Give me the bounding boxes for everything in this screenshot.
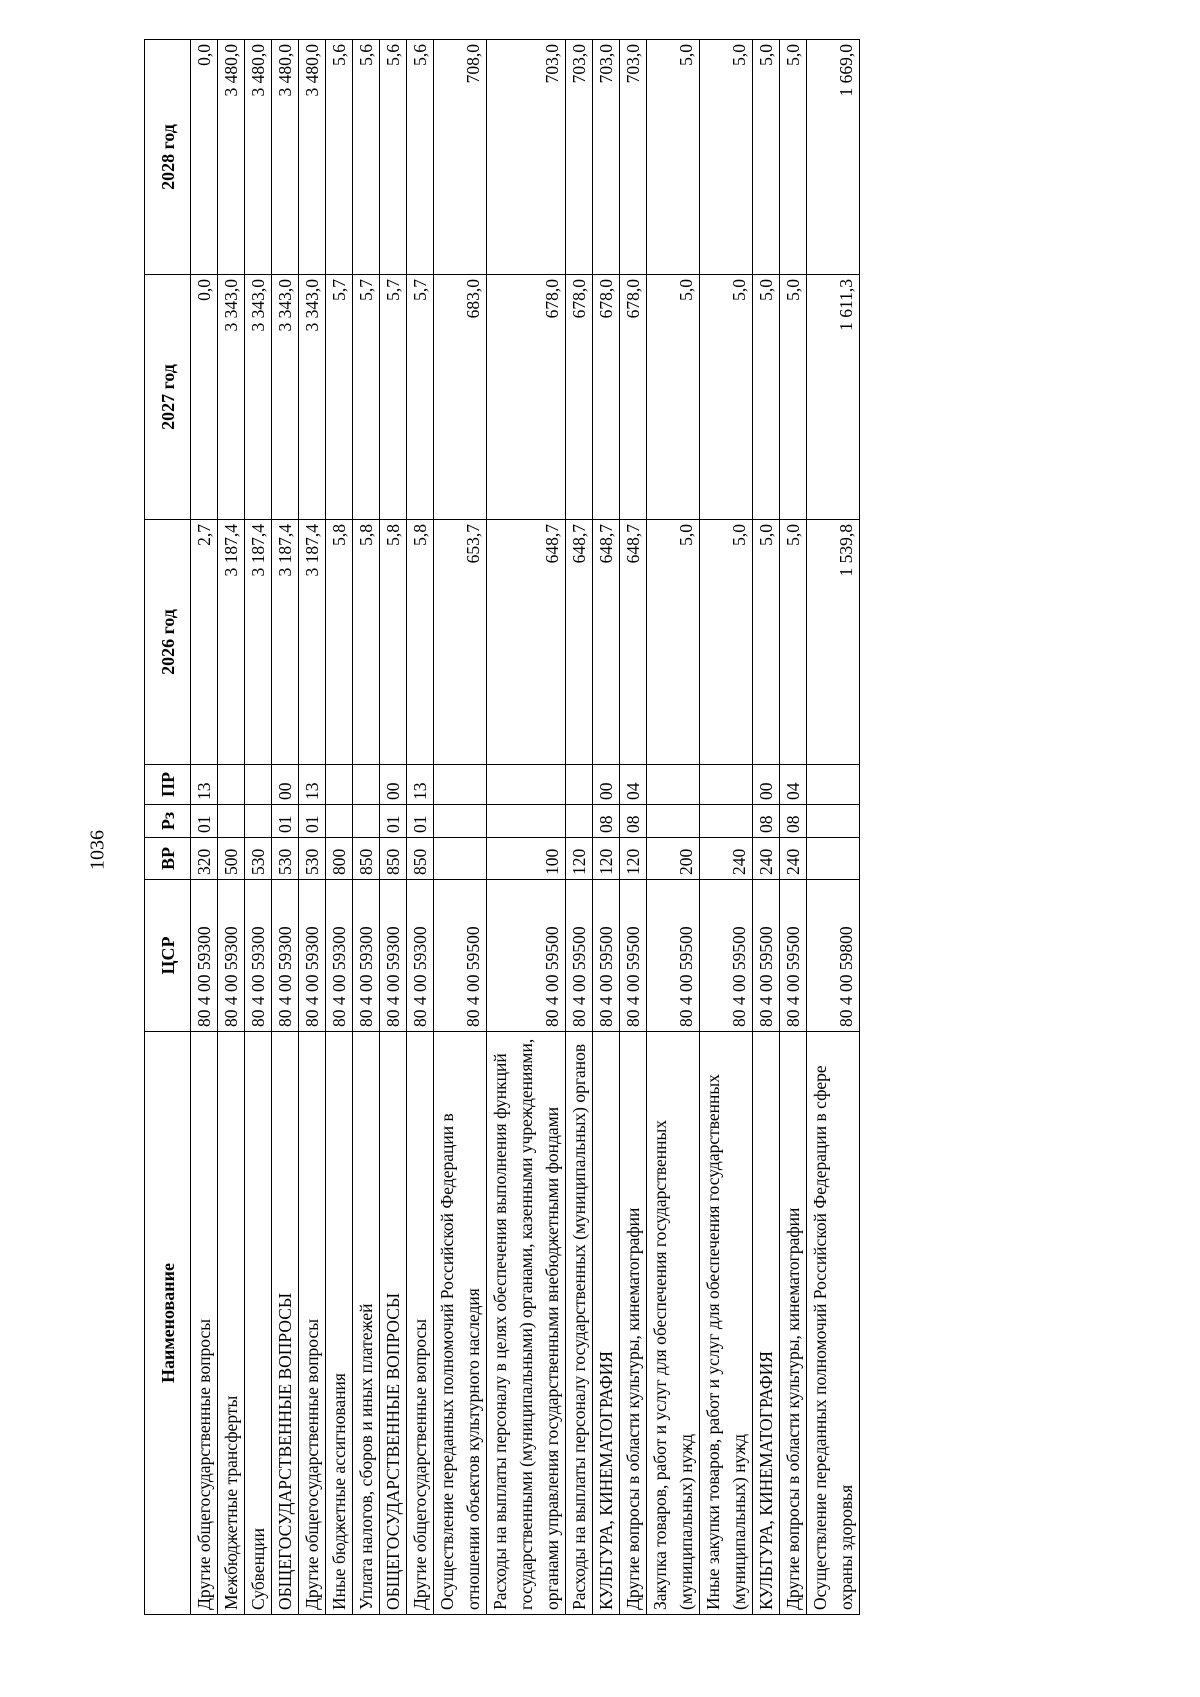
cell-pr <box>487 765 566 805</box>
cell-pr <box>566 765 593 805</box>
cell-pr: 13 <box>407 765 434 805</box>
cell-rz <box>487 805 566 838</box>
cell-2027: 683,0 <box>434 275 487 520</box>
table-row <box>620 40 647 1615</box>
cell-pr: 00 <box>272 765 299 805</box>
cell-name: Расходы на выплаты персоналу государственных (муниципальных) органов <box>566 1032 593 1615</box>
cell-pr <box>807 765 860 805</box>
header-pr: ПР <box>145 765 191 805</box>
cell-pr: 04 <box>620 765 647 805</box>
cell-name: ОБЩЕГОСУДАРСТВЕННЫЕ ВОПРОСЫ <box>272 1032 299 1615</box>
cell-2027: 0,0 <box>191 275 218 520</box>
cell-csr: 80 4 00 59300 <box>191 880 218 1032</box>
cell-pr: 00 <box>380 765 407 805</box>
table-row <box>434 40 487 1615</box>
cell-2026: 5,0 <box>647 520 700 765</box>
cell-2028: 708,0 <box>434 40 487 275</box>
cell-csr: 80 4 00 59500 <box>620 880 647 1032</box>
cell-2027: 5,7 <box>353 275 380 520</box>
cell-name: Уплата налогов, сборов и иных платежей <box>353 1032 380 1615</box>
cell-csr: 80 4 00 59300 <box>353 880 380 1032</box>
table-row <box>593 40 620 1615</box>
cell-2027: 3 343,0 <box>218 275 245 520</box>
cell-2026: 1 539,8 <box>807 520 860 765</box>
cell-2026: 3 187,4 <box>218 520 245 765</box>
cell-vr: 850 <box>353 838 380 880</box>
cell-2028: 5,6 <box>380 40 407 275</box>
header-name: Наименование <box>145 1032 191 1615</box>
cell-2028: 5,0 <box>647 40 700 275</box>
table-row <box>218 40 245 1615</box>
cell-pr: 00 <box>593 765 620 805</box>
cell-name: Осуществление переданных полномочий Российской Федерации в сфере охраны здоровья <box>807 1032 860 1615</box>
cell-vr: 120 <box>593 838 620 880</box>
cell-2028: 1 669,0 <box>807 40 860 275</box>
cell-vr: 800 <box>326 838 353 880</box>
cell-2027: 5,0 <box>753 275 780 520</box>
cell-pr: 00 <box>753 765 780 805</box>
cell-name: Иные бюджетные ассигнования <box>326 1032 353 1615</box>
cell-2027: 5,0 <box>700 275 753 520</box>
cell-2027: 678,0 <box>566 275 593 520</box>
table-row <box>380 40 407 1615</box>
cell-2028: 5,6 <box>326 40 353 275</box>
cell-2028: 703,0 <box>593 40 620 275</box>
cell-pr: 04 <box>780 765 807 805</box>
cell-rz: 08 <box>753 805 780 838</box>
cell-2026: 648,7 <box>487 520 566 765</box>
cell-rz: 08 <box>593 805 620 838</box>
cell-name: Иные закупки товаров, работ и услуг для обеспечения государственных (муниципальных) нужд <box>700 1032 753 1615</box>
cell-name: КУЛЬТУРА, КИНЕМАТОГРАФИЯ <box>753 1032 780 1615</box>
table-row <box>326 40 353 1615</box>
cell-2026: 3 187,4 <box>272 520 299 765</box>
cell-2028: 703,0 <box>566 40 593 275</box>
cell-csr: 80 4 00 59300 <box>245 880 272 1032</box>
cell-rz <box>326 805 353 838</box>
cell-rz <box>700 805 753 838</box>
cell-vr: 120 <box>566 838 593 880</box>
cell-2028: 5,0 <box>700 40 753 275</box>
cell-2026: 648,7 <box>566 520 593 765</box>
cell-2028: 703,0 <box>487 40 566 275</box>
cell-2027: 1 611,3 <box>807 275 860 520</box>
table-row <box>753 40 780 1615</box>
cell-name: Другие общегосударственные вопросы <box>407 1032 434 1615</box>
cell-rz <box>245 805 272 838</box>
cell-2027: 5,0 <box>647 275 700 520</box>
cell-name: Другие общегосударственные вопросы <box>299 1032 326 1615</box>
cell-2028: 3 480,0 <box>272 40 299 275</box>
table-row <box>353 40 380 1615</box>
header-vr: ВР <box>145 838 191 880</box>
cell-2028: 3 480,0 <box>245 40 272 275</box>
cell-2026: 3 187,4 <box>299 520 326 765</box>
table-row <box>780 40 807 1615</box>
cell-vr: 530 <box>245 838 272 880</box>
table-container <box>144 40 1200 1610</box>
cell-2028: 3 480,0 <box>218 40 245 275</box>
cell-rz: 01 <box>380 805 407 838</box>
cell-name: Расходы на выплаты персоналу в целях обеспечения выполнения функций государственными (муниципальными) органами, казенными учреждениями, органами управления государственными внебюджетными фондами <box>487 1032 566 1615</box>
cell-rz <box>353 805 380 838</box>
cell-name: Осуществление переданных полномочий Российской Федерации в отношении объектов культурного наследия <box>434 1032 487 1615</box>
cell-name: Субвенции <box>245 1032 272 1615</box>
table-row <box>647 40 700 1615</box>
cell-csr: 80 4 00 59500 <box>700 880 753 1032</box>
cell-pr: 13 <box>191 765 218 805</box>
cell-vr: 240 <box>700 838 753 880</box>
header-2028: 2028 год <box>145 40 191 275</box>
cell-pr <box>218 765 245 805</box>
cell-rz <box>218 805 245 838</box>
table-row <box>299 40 326 1615</box>
cell-2028: 0,0 <box>191 40 218 275</box>
cell-vr <box>434 838 487 880</box>
rotated-page-content <box>144 40 860 1615</box>
page-number <box>78 820 118 880</box>
cell-rz <box>647 805 700 838</box>
cell-pr: 13 <box>299 765 326 805</box>
cell-vr: 530 <box>272 838 299 880</box>
cell-rz: 01 <box>191 805 218 838</box>
cell-csr: 80 4 00 59500 <box>593 880 620 1032</box>
cell-vr: 320 <box>191 838 218 880</box>
cell-vr: 500 <box>218 838 245 880</box>
table-body <box>191 40 860 1615</box>
cell-pr <box>353 765 380 805</box>
cell-name: ОБЩЕГОСУДАРСТВЕННЫЕ ВОПРОСЫ <box>380 1032 407 1615</box>
cell-2028: 5,0 <box>753 40 780 275</box>
cell-csr: 80 4 00 59800 <box>807 880 860 1032</box>
cell-vr: 850 <box>380 838 407 880</box>
cell-rz <box>566 805 593 838</box>
cell-csr: 80 4 00 59300 <box>218 880 245 1032</box>
cell-2027: 5,7 <box>380 275 407 520</box>
cell-csr: 80 4 00 59300 <box>407 880 434 1032</box>
cell-2027: 5,7 <box>326 275 353 520</box>
cell-name: Межбюджетные трансферты <box>218 1032 245 1615</box>
cell-rz: 01 <box>407 805 434 838</box>
cell-2028: 5,0 <box>780 40 807 275</box>
cell-2027: 678,0 <box>487 275 566 520</box>
table-row <box>272 40 299 1615</box>
cell-2027: 3 343,0 <box>245 275 272 520</box>
cell-name: Другие вопросы в области культуры, кинематографии <box>780 1032 807 1615</box>
table-row <box>807 40 860 1615</box>
cell-vr: 240 <box>780 838 807 880</box>
cell-2026: 653,7 <box>434 520 487 765</box>
cell-2027: 5,7 <box>407 275 434 520</box>
table-row <box>566 40 593 1615</box>
cell-csr: 80 4 00 59300 <box>272 880 299 1032</box>
cell-csr: 80 4 00 59300 <box>326 880 353 1032</box>
cell-rz: 01 <box>299 805 326 838</box>
cell-vr: 200 <box>647 838 700 880</box>
cell-name: Закупка товаров, работ и услуг для обеспечения государственных (муниципальных) нужд <box>647 1032 700 1615</box>
cell-rz: 08 <box>620 805 647 838</box>
cell-csr: 80 4 00 59500 <box>647 880 700 1032</box>
table-row <box>407 40 434 1615</box>
cell-2026: 2,7 <box>191 520 218 765</box>
cell-2026: 3 187,4 <box>245 520 272 765</box>
cell-pr <box>647 765 700 805</box>
cell-rz: 08 <box>780 805 807 838</box>
cell-2027: 678,0 <box>593 275 620 520</box>
cell-pr <box>434 765 487 805</box>
cell-vr <box>807 838 860 880</box>
page-number-text: 1036 <box>86 830 109 870</box>
cell-2026: 5,0 <box>700 520 753 765</box>
header-2027: 2027 год <box>145 275 191 520</box>
header-rz: Рз <box>145 805 191 838</box>
cell-2028: 3 480,0 <box>299 40 326 275</box>
cell-csr: 80 4 00 59500 <box>753 880 780 1032</box>
cell-vr: 100 <box>487 838 566 880</box>
header-2026: 2026 год <box>145 520 191 765</box>
cell-2028: 703,0 <box>620 40 647 275</box>
cell-csr: 80 4 00 59500 <box>487 880 566 1032</box>
cell-2026: 5,8 <box>407 520 434 765</box>
cell-name: Другие общегосударственные вопросы <box>191 1032 218 1615</box>
cell-2028: 5,6 <box>353 40 380 275</box>
cell-2026: 5,8 <box>353 520 380 765</box>
table-row <box>700 40 753 1615</box>
cell-2026: 5,8 <box>380 520 407 765</box>
cell-rz: 01 <box>272 805 299 838</box>
cell-vr: 240 <box>753 838 780 880</box>
cell-csr: 80 4 00 59300 <box>299 880 326 1032</box>
cell-csr: 80 4 00 59500 <box>434 880 487 1032</box>
cell-2026: 5,8 <box>326 520 353 765</box>
table-row <box>487 40 566 1615</box>
cell-2026: 5,0 <box>780 520 807 765</box>
cell-2027: 3 343,0 <box>299 275 326 520</box>
cell-2028: 5,6 <box>407 40 434 275</box>
cell-csr: 80 4 00 59500 <box>780 880 807 1032</box>
cell-name: КУЛЬТУРА, КИНЕМАТОГРАФИЯ <box>593 1032 620 1615</box>
cell-2027: 5,0 <box>780 275 807 520</box>
table-row <box>191 40 218 1615</box>
cell-2027: 678,0 <box>620 275 647 520</box>
cell-rz <box>807 805 860 838</box>
cell-2026: 5,0 <box>753 520 780 765</box>
cell-2026: 648,7 <box>593 520 620 765</box>
cell-2027: 3 343,0 <box>272 275 299 520</box>
cell-pr <box>326 765 353 805</box>
cell-csr: 80 4 00 59300 <box>380 880 407 1032</box>
cell-name: Другие вопросы в области культуры, кинематографии <box>620 1032 647 1615</box>
table-row <box>245 40 272 1615</box>
cell-csr: 80 4 00 59500 <box>566 880 593 1032</box>
cell-pr <box>245 765 272 805</box>
cell-pr <box>700 765 753 805</box>
cell-2026: 648,7 <box>620 520 647 765</box>
header-row <box>145 40 191 1615</box>
budget-table <box>144 39 860 1615</box>
header-csr: ЦСР <box>145 880 191 1032</box>
cell-vr: 530 <box>299 838 326 880</box>
cell-vr: 850 <box>407 838 434 880</box>
cell-rz <box>434 805 487 838</box>
cell-vr: 120 <box>620 838 647 880</box>
